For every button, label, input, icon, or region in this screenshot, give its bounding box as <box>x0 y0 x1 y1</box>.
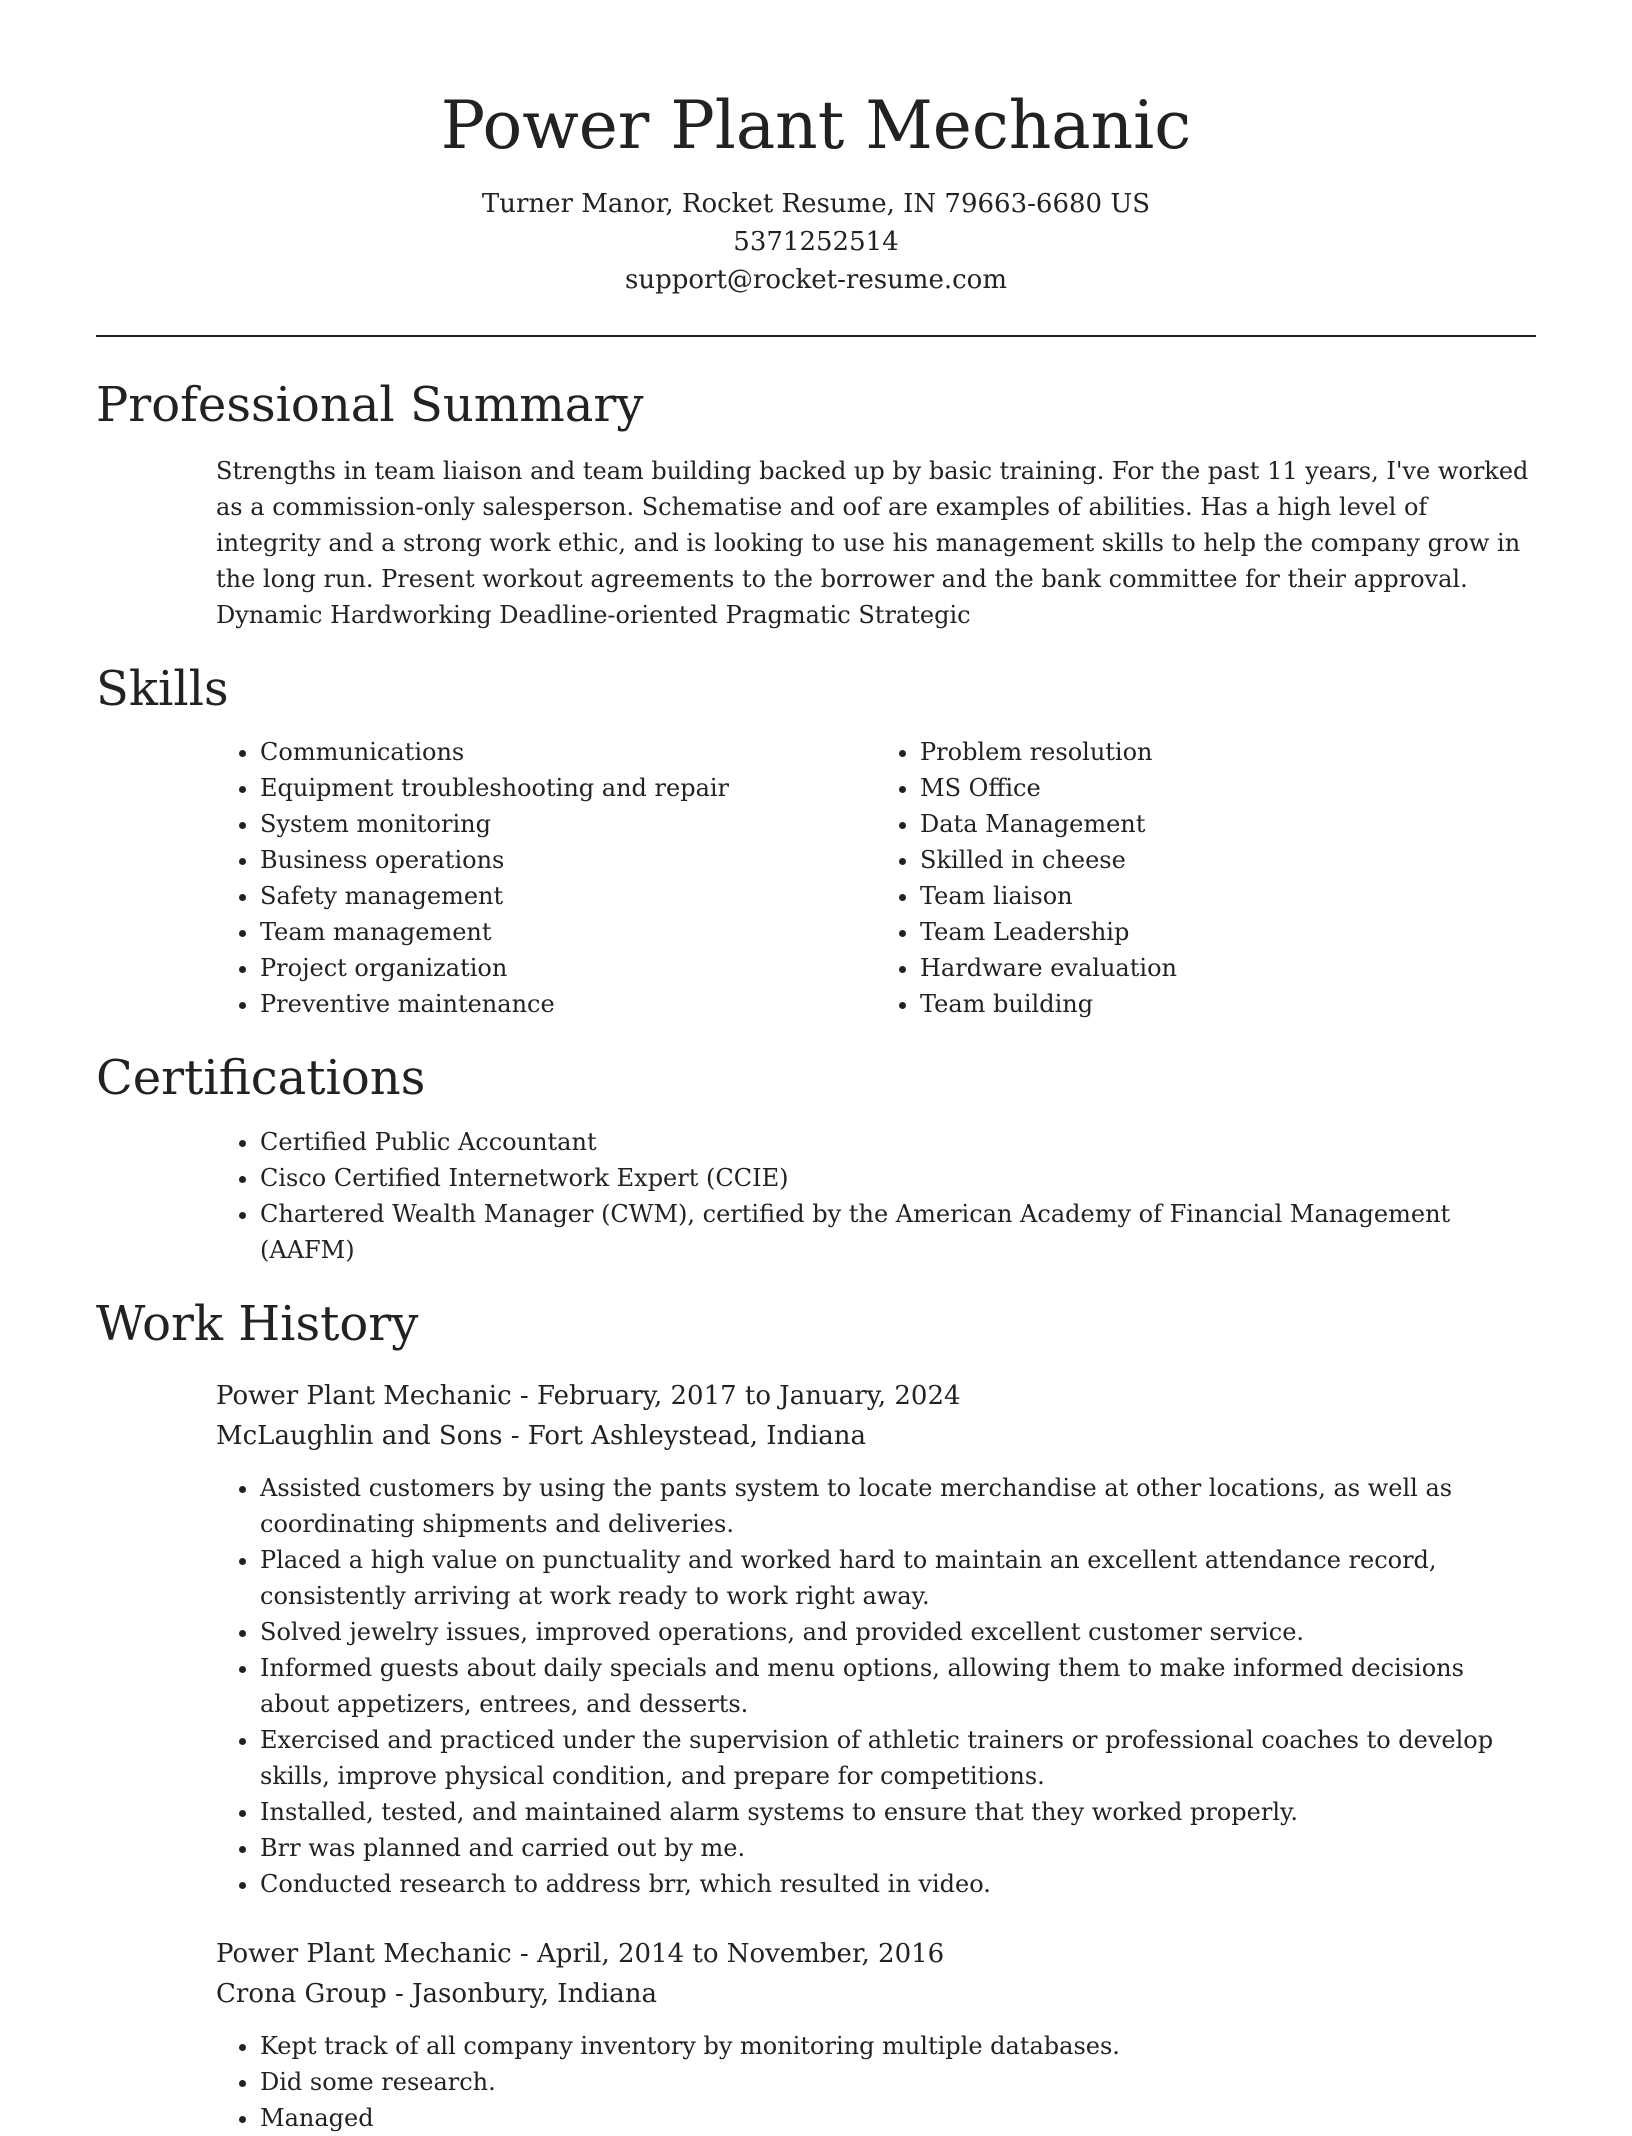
job-title: Power Plant Mechanic <box>216 1380 512 1411</box>
skill-item: • Hardware evaluation <box>920 950 1536 986</box>
skills-columns <box>96 734 1536 1022</box>
contact-address: Turner Manor, Rocket Resume, IN 79663-6680 US <box>481 189 1151 220</box>
skill-item: • Problem resolution <box>920 734 1536 770</box>
job-duty: • Solved jewelry issues, improved operations, and provided excellent customer service. <box>260 1614 1536 1650</box>
skill-item: • Data Management <box>920 806 1536 842</box>
skill-item: • Team liaison <box>920 878 1536 914</box>
summary-heading: Professional Summary <box>96 377 644 434</box>
job-duty: • Installed, tested, and maintained alarm systems to ensure that they worked properly. <box>260 1794 1536 1830</box>
skills-heading: Skills <box>96 660 229 717</box>
certification-item: • Certified Public Accountant <box>260 1124 1536 1160</box>
resume-name: Power Plant Mechanic <box>440 87 1192 164</box>
skill-item: • Skilled in cheese <box>920 842 1536 878</box>
job-entry <box>96 1934 1536 2136</box>
job-title-line: Power Plant Mechanic - February, 2017 to January, 2024 <box>216 1380 961 1411</box>
skill-item: • Team management <box>260 914 876 950</box>
resume-page <box>96 0 1536 2136</box>
skills-list-left <box>216 734 876 1022</box>
work-history-section <box>96 1296 1536 2136</box>
certifications-list <box>216 1124 1536 1268</box>
job-duty: • Assisted customers by using the pants system to locate merchandise at other locations, as well as coordinating shipments and deliveries. <box>260 1470 1536 1542</box>
skills-list-right <box>876 734 1536 1022</box>
contact-phone: 5371252514 <box>733 227 899 258</box>
skill-item: • System monitoring <box>260 806 876 842</box>
job-title: Power Plant Mechanic <box>216 1938 512 1969</box>
certification-item: • Cisco Certified Internetwork Expert (CCIE) <box>260 1160 1536 1196</box>
job-company-line: Crona Group - Jasonbury, Indiana <box>216 1978 658 2009</box>
job-duty: • Managed <box>260 2100 1536 2136</box>
job-location: Fort Ashleystead, Indiana <box>527 1420 867 1451</box>
skill-item: • Preventive maintenance <box>260 986 876 1022</box>
job-duties-list <box>216 1470 1536 1902</box>
skill-item: • Team Leadership <box>920 914 1536 950</box>
skill-item: • Safety management <box>260 878 876 914</box>
job-duty: • Conducted research to address brr, which resulted in video. <box>260 1866 1536 1902</box>
job-duty: • Exercised and practiced under the supervision of athletic trainers or professional coaches to develop skills, improve physical condition, and prepare for competitions. <box>260 1722 1536 1794</box>
contact-email: support@rocket-resume.com <box>624 265 1007 296</box>
job-duties-list <box>216 2028 1536 2136</box>
skills-section <box>96 661 1536 1023</box>
certifications-heading: Certifications <box>96 1050 426 1107</box>
job-duty: • Kept track of all company inventory by monitoring multiple databases. <box>260 2028 1536 2064</box>
certifications-section <box>96 1050 1536 1268</box>
skill-item: • MS Office <box>920 770 1536 806</box>
header-divider <box>96 335 1536 337</box>
work-history-heading: Work History <box>96 1295 419 1352</box>
skill-item: • Team building <box>920 986 1536 1022</box>
job-company: Crona Group <box>216 1978 387 2009</box>
job-entry <box>96 1376 1536 1902</box>
job-company: McLaughlin and Sons <box>216 1420 503 1451</box>
job-company-line: McLaughlin and Sons - Fort Ashleystead, Indiana <box>216 1420 867 1451</box>
skill-item: • Communications <box>260 734 876 770</box>
job-dates: February, 2017 to January, 2024 <box>536 1380 961 1411</box>
certification-item: • Chartered Wealth Manager (CWM), certified by the American Academy of Financial Management (AAFM) <box>260 1196 1536 1268</box>
job-duty: • Brr was planned and carried out by me. <box>260 1830 1536 1866</box>
skill-item: • Business operations <box>260 842 876 878</box>
job-duty: • Did some research. <box>260 2064 1536 2100</box>
job-duty: • Informed guests about daily specials and menu options, allowing them to make informed decisions about appetizers, entrees, and desserts. <box>260 1650 1536 1722</box>
summary-text: Strengths in team liaison and team building backed up by basic training. For the past 11 years, I've worked as a commission-only salesperson. Schematise and oof are examples of abilities. Has a high level of integrity and a strong work ethic, and is looking to use his management skills to help the company grow in the long run. Present workout agreements to the borrower and the bank committee for their approval. Dynamic Hardworking Deadline-oriented Pragmatic Strategic <box>216 456 1529 629</box>
summary-section <box>96 377 1536 633</box>
job-duty: • Placed a high value on punctuality and worked hard to maintain an excellent attendance record, consistently arriving at work ready to work right away. <box>260 1542 1536 1614</box>
skill-item: • Project organization <box>260 950 876 986</box>
job-location: Jasonbury, Indiana <box>412 1978 658 2009</box>
job-title-line: Power Plant Mechanic - April, 2014 to November, 2016 <box>216 1938 945 1969</box>
job-dates: April, 2014 to November, 2016 <box>536 1938 945 1969</box>
skill-item: • Equipment troubleshooting and repair <box>260 770 876 806</box>
